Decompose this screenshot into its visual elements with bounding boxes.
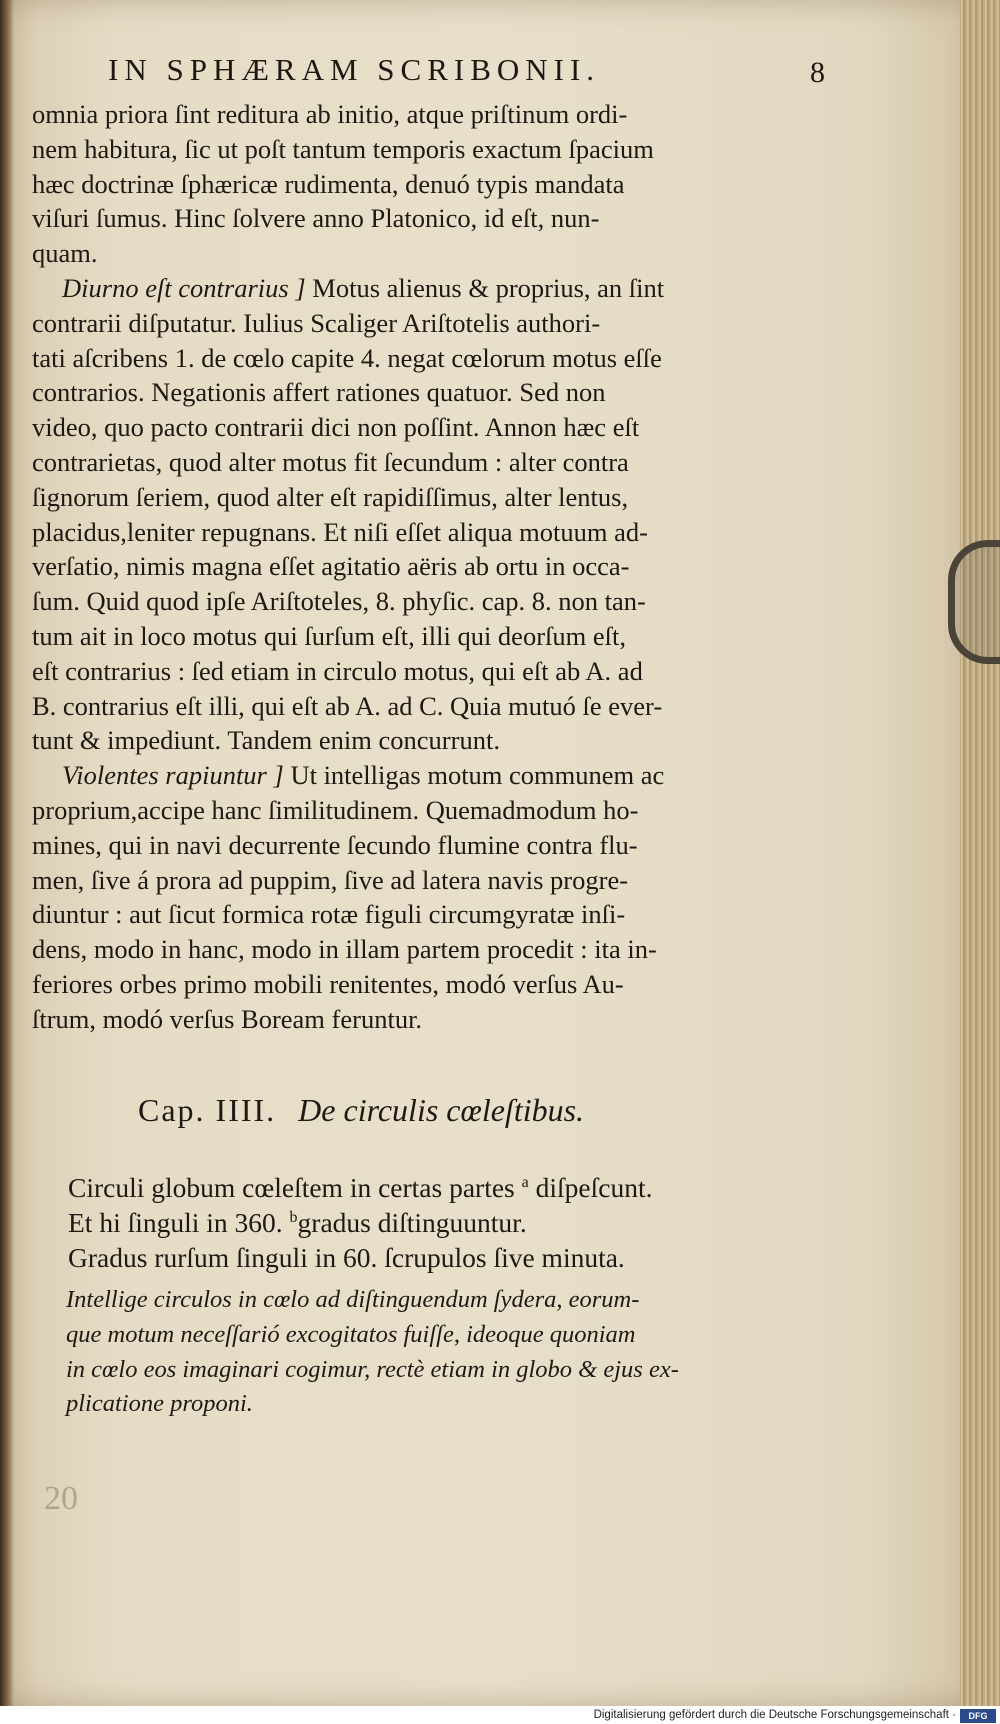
book-clasp	[948, 540, 1000, 664]
faded-stamp: 20	[44, 1480, 78, 1517]
text-line: Diurno eſt contrarius ] Motus alienus & proprius, an ſint	[62, 272, 665, 303]
text-line: diuntur : aut ſicut formica rotæ figuli circumgyratæ inſi-	[32, 899, 626, 930]
chapter-rules	[68, 1166, 848, 1273]
chapter-title: De circulis cœleſtibus.	[298, 1092, 585, 1128]
text-line: B. contrarius eſt illi, qui eſt ab A. ad C. Quia mutuó ſe ever-	[32, 690, 663, 721]
text-line: mines, qui in navi decurrente ſecundo flumine contra flu-	[32, 829, 638, 860]
chapter-number: Cap. IIII.	[138, 1092, 277, 1128]
text-line: viſuri ſumus. Hinc ſolvere anno Platonico, id eſt, nun-	[32, 203, 600, 234]
lemma: Violentes rapiuntur ]	[62, 760, 284, 791]
dfg-logo: DFG	[960, 1709, 996, 1723]
note-line: in cœlo eos imaginari cogimur, rectè etiam in globo & ejus ex-	[66, 1355, 679, 1383]
text-line: omnia priora ſint reditura ab initio, atque priſtinum ordi-	[32, 99, 628, 129]
rule-line: Gradus rurſum ſinguli in 60. ſcrupulos ſive minuta.	[68, 1241, 625, 1273]
page-edges	[960, 0, 1000, 1706]
commentary-body	[32, 97, 832, 1037]
text-line: feriores orbes primo mobili renitentes, modó verſus Au-	[32, 968, 624, 999]
text-line: contrarii diſputatur. Iulius Scaliger Ariſtotelis authori-	[32, 307, 601, 338]
binding-shadow	[0, 0, 14, 1706]
text-line: placidus,leniter repugnans. Et niſi eſſet aliqua motuum ad-	[32, 516, 648, 547]
text-line: tunt & impediunt. Tandem enim concurrunt.	[32, 725, 500, 756]
italic-note	[66, 1283, 866, 1422]
text-line: verſatio, nimis magna eſſet agitatio aëris ab ortu in occa-	[32, 551, 630, 582]
text-line: dens, modo in hanc, modo in illam partem procedit : ita in-	[32, 934, 657, 965]
text-line: contrarios. Negationis affert rationes quatuor. Sed non	[32, 377, 606, 408]
text-line: proprium,accipe hanc ſimilitudinem. Quemadmodum ho-	[32, 794, 639, 825]
text-line: video, quo pacto contrarii dici non poſſint. Annon hæc eſt	[32, 412, 640, 443]
chapter-heading	[138, 1092, 838, 1129]
note-marker: b	[289, 1208, 298, 1226]
footer-credit: Digitalisierung gefördert durch die Deutsche Forschungsgemeinschaft ·	[593, 1709, 956, 1721]
text-line: tum ait in loco motus qui ſurſum eſt, illi qui deorſum eſt,	[32, 620, 626, 651]
text-line: hæc doctrinæ ſphæricæ rudimenta, denuó typis mandata	[32, 168, 625, 199]
note-marker: a	[521, 1174, 529, 1191]
digitization-footer	[0, 1708, 1000, 1724]
page-number: 8	[810, 56, 825, 89]
text-line: tati aſcribens 1. de cœlo capite 4. negat cœlorum motus eſſe	[32, 342, 662, 373]
text-line: Violentes rapiuntur ] Ut intelligas motum communem ac	[62, 760, 665, 791]
text-line: contrarietas, quod alter motus fit ſecundum : alter contra	[32, 446, 629, 477]
text-line: eſt contrarius : ſed etiam in circulo motus, qui eſt ab A. ad	[32, 655, 643, 686]
note-line: plicatione proponi.	[66, 1390, 253, 1418]
rule-line: Circuli globum cœleſtem in certas partes $^a$ diſpeſcunt.	[68, 1172, 653, 1204]
running-head: IN SPHÆRAM SCRIBONII.	[108, 52, 601, 87]
lemma: Diurno eſt contrarius ]	[62, 272, 306, 303]
note-line: Intellige circulos in cœlo ad diſtinguendum ſydera, eorum-	[66, 1286, 640, 1313]
text-line: men, ſive á prora ad puppim, ſive ad latera navis progre-	[32, 864, 629, 895]
text-line: ſtrum, modó verſus Boream feruntur.	[32, 1003, 423, 1034]
text-line: quam.	[32, 238, 98, 269]
rule-line: Et hi ſinguli in 360. $^b$gradus diſtinguuntur.	[68, 1206, 527, 1238]
text-line: ſum. Quid quod ipſe Ariſtoteles, 8. phyſic. cap. 8. non tan-	[32, 586, 646, 617]
text-line: nem habitura, ſic ut poſt tantum temporis exactum ſpacium	[32, 133, 654, 164]
text-line: ſignorum ſeriem, quod alter eſt rapidiſſimus, alter lentus,	[32, 481, 629, 512]
note-line: que motum neceſſarió excogitatos fuiſſe, ideoque quoniam	[66, 1320, 636, 1348]
